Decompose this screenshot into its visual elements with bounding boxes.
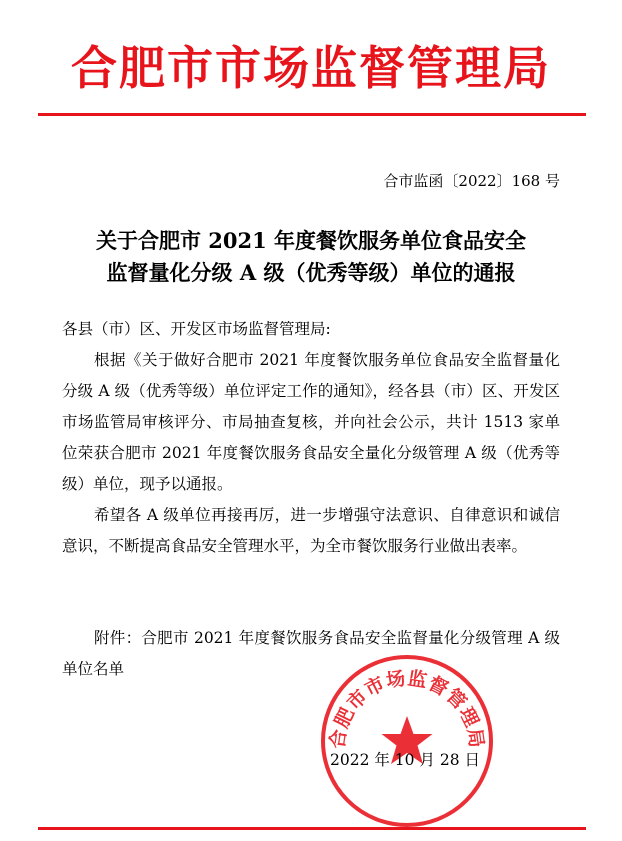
document-number: 合市监函〔2022〕168 号 bbox=[383, 172, 560, 190]
document-title bbox=[40, 225, 582, 289]
attachment-note: 附件：合肥市 2021 年度餐饮服务食品安全监督量化分级管理 A 级单位名单 bbox=[62, 629, 560, 678]
header-red-rule bbox=[38, 113, 586, 116]
body-paragraph-1: 根据《关于做好合肥市 2021 年度餐饮服务单位食品安全监督量化分级 A 级（优秀等级）单位评定工作的通知》，经各县（市）区、开发区市场监管局审核评分、市局抽查复核，并向社会公示，共计 1513 家单位荣获合肥市 2021 年度餐饮服务食品安全量化分级管理 A 级（优秀等级）单位，现予以通报。 bbox=[62, 351, 560, 493]
title-line-1: 关于合肥市 2021 年度餐饮服务单位食品安全 bbox=[95, 228, 527, 253]
title-line-2: 监督量化分级 A 级（优秀等级）单位的通报 bbox=[106, 260, 516, 285]
seal-text: 合肥市市场监督管理局 bbox=[326, 667, 488, 750]
footer-red-rule bbox=[38, 827, 586, 830]
org-header: 合肥市市场监督管理局 bbox=[71, 41, 551, 95]
body-paragraph-2: 希望各 A 级单位再接再厉，进一步增强守法意识、自律意识和诚信意识，不断提高食品安全管理水平，为全市餐饮服务行业做出表率。 bbox=[62, 506, 560, 555]
salutation: 各县（市）区、开发区市场监督管理局: bbox=[62, 320, 331, 338]
official-seal bbox=[318, 652, 496, 830]
issue-date: 2022 年 10 月 28 日 bbox=[330, 751, 481, 769]
